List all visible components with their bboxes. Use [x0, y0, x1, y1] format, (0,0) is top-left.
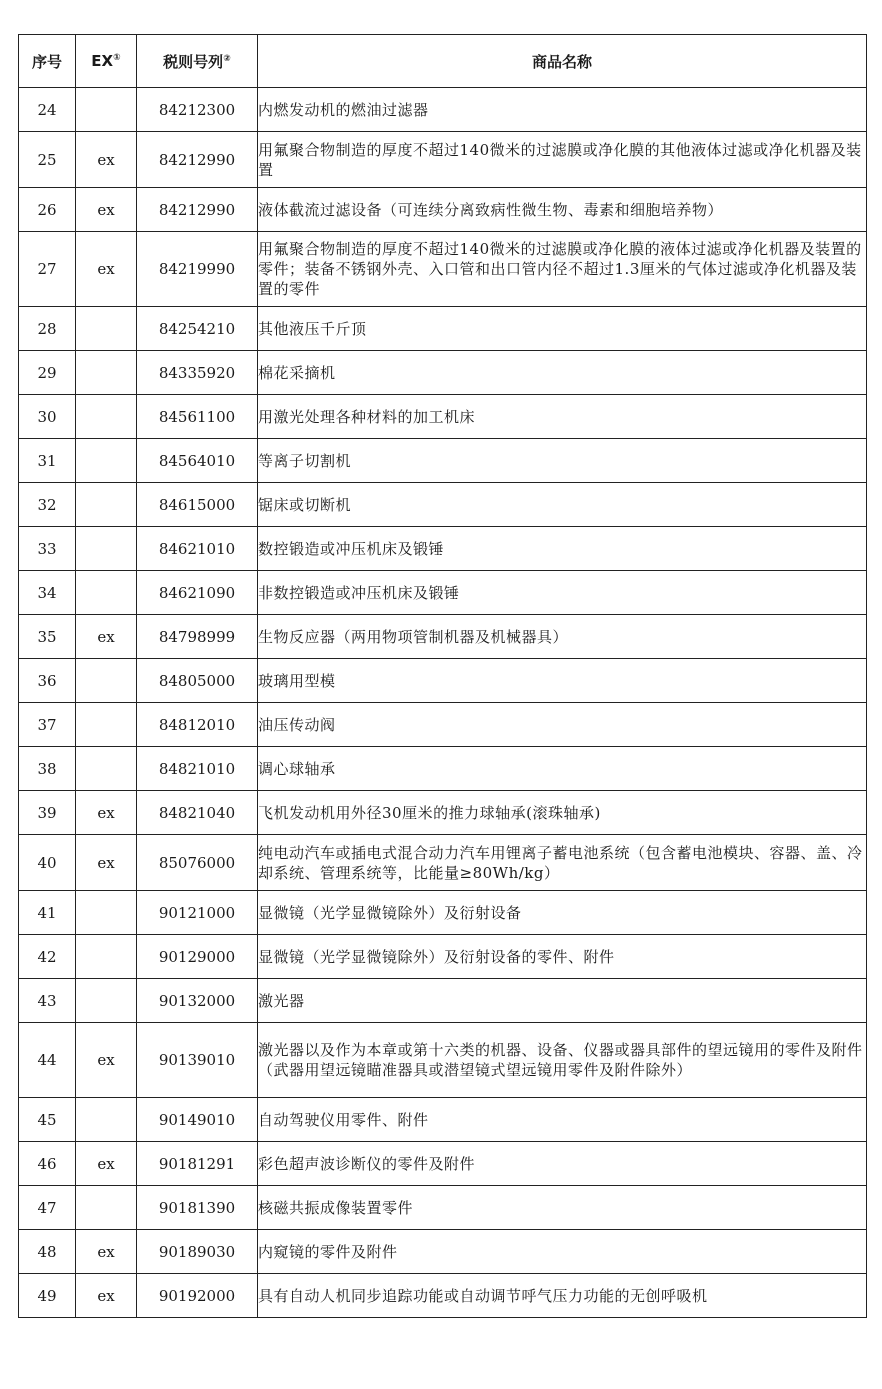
table-row: [19, 232, 867, 307]
row-tariff-code: 90132000: [137, 979, 258, 1023]
table-row: [19, 747, 867, 791]
row-number: 32: [19, 483, 76, 527]
row-number: 34: [19, 571, 76, 615]
table-row: [19, 351, 867, 395]
table-row: [19, 615, 867, 659]
row-tariff-code: 90189030: [137, 1230, 258, 1274]
table-row: [19, 1230, 867, 1274]
row-product-name: 激光器以及作为本章或第十六类的机器、设备、仪器或器具部件的望远镜用的零件及附件（武器用望远镜瞄准器具或潜望镜式望远镜用零件及附件除外）: [258, 1023, 867, 1098]
row-product-name: 飞机发动机用外径30厘米的推力球轴承(滚珠轴承): [258, 791, 867, 835]
row-tariff-code: 84212300: [137, 88, 258, 132]
header-ex-label: EX: [91, 52, 114, 70]
row-number: 30: [19, 395, 76, 439]
table-row: [19, 527, 867, 571]
row-tariff-code: 85076000: [137, 835, 258, 891]
row-product-name: 激光器: [258, 979, 867, 1023]
row-number: 42: [19, 935, 76, 979]
row-number: 28: [19, 307, 76, 351]
row-number: 36: [19, 659, 76, 703]
header-name-label: 商品名称: [531, 52, 592, 71]
row-ex-flag: ex: [76, 232, 137, 307]
row-tariff-code: 84805000: [137, 659, 258, 703]
table-row: [19, 395, 867, 439]
row-product-name: 显微镜（光学显微镜除外）及衍射设备: [258, 891, 867, 935]
table-row: [19, 571, 867, 615]
row-number: 49: [19, 1274, 76, 1318]
table-row: [19, 891, 867, 935]
row-number: 43: [19, 979, 76, 1023]
table-row: [19, 835, 867, 891]
row-number: 41: [19, 891, 76, 935]
row-number: 44: [19, 1023, 76, 1098]
row-product-name: 数控锻造或冲压机床及锻锤: [258, 527, 867, 571]
row-tariff-code: 84812010: [137, 703, 258, 747]
row-product-name: 液体截流过滤设备（可连续分离致病性微生物、毒素和细胞培养物）: [258, 188, 867, 232]
row-ex-flag: ex: [76, 835, 137, 891]
table-row: [19, 791, 867, 835]
row-tariff-code: 90181390: [137, 1186, 258, 1230]
header-code-footnote: ②: [223, 53, 231, 64]
row-ex-flag: ex: [76, 791, 137, 835]
header-seq: [19, 35, 76, 88]
row-number: 25: [19, 132, 76, 188]
row-number: 48: [19, 1230, 76, 1274]
row-ex-flag: ex: [76, 1142, 137, 1186]
table-row: [19, 307, 867, 351]
row-ex-flag: [76, 1186, 137, 1230]
table-row: [19, 1023, 867, 1098]
row-number: 47: [19, 1186, 76, 1230]
row-product-name: 彩色超声波诊断仪的零件及附件: [258, 1142, 867, 1186]
row-number: 27: [19, 232, 76, 307]
row-product-name: 显微镜（光学显微镜除外）及衍射设备的零件、附件: [258, 935, 867, 979]
row-ex-flag: [76, 703, 137, 747]
row-ex-flag: [76, 307, 137, 351]
table-row: [19, 483, 867, 527]
row-ex-flag: [76, 1098, 137, 1142]
row-product-name: 用氟聚合物制造的厚度不超过140微米的过滤膜或净化膜的液体过滤或净化机器及装置的零件；装备不锈钢外壳、入口管和出口管内径不超过1.3厘米的气体过滤或净化机器及装置的零件: [258, 232, 867, 307]
row-tariff-code: 90181291: [137, 1142, 258, 1186]
header-ex: [76, 35, 137, 88]
row-ex-flag: ex: [76, 615, 137, 659]
row-number: 35: [19, 615, 76, 659]
row-number: 31: [19, 439, 76, 483]
row-number: 37: [19, 703, 76, 747]
table-row: [19, 979, 867, 1023]
header-code: [137, 35, 258, 88]
row-tariff-code: 84798999: [137, 615, 258, 659]
row-ex-flag: [76, 527, 137, 571]
row-tariff-code: 84821040: [137, 791, 258, 835]
row-ex-flag: [76, 483, 137, 527]
row-product-name: 油压传动阀: [258, 703, 867, 747]
row-number: 24: [19, 88, 76, 132]
row-tariff-code: 84821010: [137, 747, 258, 791]
row-number: 29: [19, 351, 76, 395]
row-product-name: 其他液压千斤顶: [258, 307, 867, 351]
header-ex-footnote: ①: [113, 53, 121, 63]
table-row: [19, 88, 867, 132]
table-row: [19, 439, 867, 483]
row-tariff-code: 84621010: [137, 527, 258, 571]
row-product-name: 非数控锻造或冲压机床及锻锤: [258, 571, 867, 615]
table-row: [19, 659, 867, 703]
row-product-name: 用激光处理各种材料的加工机床: [258, 395, 867, 439]
row-ex-flag: [76, 571, 137, 615]
table-row: [19, 1098, 867, 1142]
row-tariff-code: 84564010: [137, 439, 258, 483]
row-product-name: 生物反应器（两用物项管制机器及机械器具）: [258, 615, 867, 659]
row-tariff-code: 90149010: [137, 1098, 258, 1142]
row-ex-flag: [76, 891, 137, 935]
row-ex-flag: [76, 979, 137, 1023]
row-tariff-code: 84219990: [137, 232, 258, 307]
row-product-name: 纯电动汽车或插电式混合动力汽车用锂离子蓄电池系统（包含蓄电池模块、容器、盖、冷却系统、管理系统等，比能量≥80Wh/kg）: [258, 835, 867, 891]
row-product-name: 核磁共振成像装置零件: [258, 1186, 867, 1230]
table-row: [19, 935, 867, 979]
row-number: 45: [19, 1098, 76, 1142]
row-product-name: 自动驾驶仪用零件、附件: [258, 1098, 867, 1142]
row-tariff-code: 90139010: [137, 1023, 258, 1098]
table-row: [19, 703, 867, 747]
row-ex-flag: [76, 88, 137, 132]
row-product-name: 锯床或切断机: [258, 483, 867, 527]
row-number: 40: [19, 835, 76, 891]
table-row: [19, 1142, 867, 1186]
row-number: 26: [19, 188, 76, 232]
row-ex-flag: [76, 659, 137, 703]
row-number: 39: [19, 791, 76, 835]
row-product-name: 内燃发动机的燃油过滤器: [258, 88, 867, 132]
row-number: 46: [19, 1142, 76, 1186]
row-ex-flag: [76, 935, 137, 979]
table-header-row: [19, 35, 867, 88]
row-ex-flag: ex: [76, 1274, 137, 1318]
table-row: [19, 1186, 867, 1230]
row-tariff-code: 84335920: [137, 351, 258, 395]
header-name: [258, 35, 867, 88]
row-product-name: 调心球轴承: [258, 747, 867, 791]
table-row: [19, 1274, 867, 1318]
row-tariff-code: 84254210: [137, 307, 258, 351]
row-ex-flag: [76, 439, 137, 483]
row-tariff-code: 84621090: [137, 571, 258, 615]
row-number: 38: [19, 747, 76, 791]
row-number: 33: [19, 527, 76, 571]
header-code-label: 税则号列: [163, 52, 224, 71]
row-tariff-code: 90129000: [137, 935, 258, 979]
table-row: [19, 188, 867, 232]
row-product-name: 具有自动人机同步追踪功能或自动调节呼气压力功能的无创呼吸机: [258, 1274, 867, 1318]
row-ex-flag: [76, 395, 137, 439]
row-tariff-code: 84212990: [137, 132, 258, 188]
row-product-name: 等离子切割机: [258, 439, 867, 483]
row-ex-flag: ex: [76, 1023, 137, 1098]
row-ex-flag: [76, 351, 137, 395]
row-ex-flag: [76, 747, 137, 791]
row-tariff-code: 84561100: [137, 395, 258, 439]
row-tariff-code: 84212990: [137, 188, 258, 232]
row-ex-flag: ex: [76, 132, 137, 188]
header-seq-label: 序号: [31, 52, 62, 71]
tariff-table: [18, 34, 867, 1318]
row-product-name: 内窥镜的零件及附件: [258, 1230, 867, 1274]
row-tariff-code: 90192000: [137, 1274, 258, 1318]
row-tariff-code: 84615000: [137, 483, 258, 527]
table-row: [19, 132, 867, 188]
row-ex-flag: ex: [76, 1230, 137, 1274]
row-ex-flag: ex: [76, 188, 137, 232]
row-product-name: 用氟聚合物制造的厚度不超过140微米的过滤膜或净化膜的其他液体过滤或净化机器及装置: [258, 132, 867, 188]
row-product-name: 玻璃用型模: [258, 659, 867, 703]
row-tariff-code: 90121000: [137, 891, 258, 935]
row-product-name: 棉花采摘机: [258, 351, 867, 395]
